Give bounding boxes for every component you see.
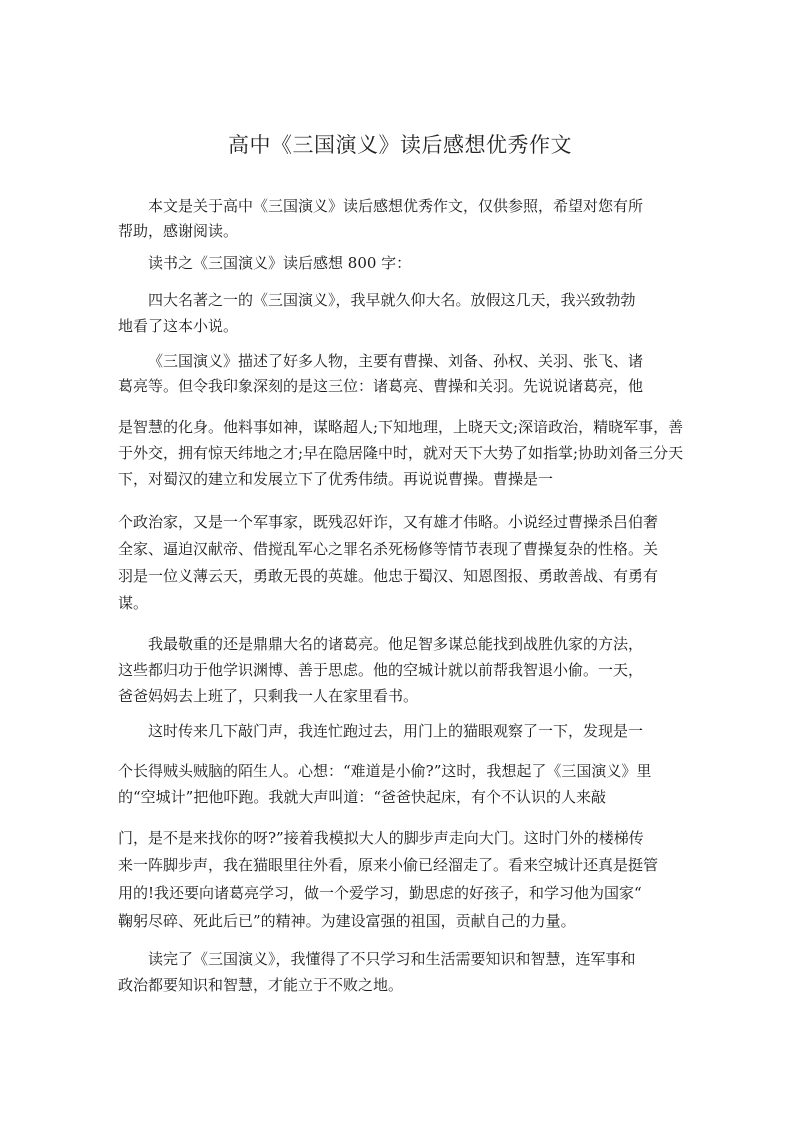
text-line: 读完了《三国演义》，我懂得了不只学习和生活需要知识和智慧，连军事和 [148, 950, 636, 968]
text-line: 政治都要知识和智慧，才能立于不败之地。 [118, 976, 404, 994]
text-line: 是智慧的化身。他料事如神，谋略超人;下知地理，上晓天文;深谙政治，精晓军事，善 [118, 418, 684, 436]
text-line: 我最敬重的还是鼎鼎大名的诸葛亮。他足智多谋总能找到战胜仇家的方法， [148, 635, 644, 653]
text-line: 鞠躬尽碎、死此后已”的精神。为建设富强的祖国，贡献自己的力量。 [118, 912, 576, 930]
text-line: 这些都归功于他学识渊博、善于思虑。他的空城计就以前帮我智退小偷。一天， [118, 661, 644, 679]
text-line: 《三国演义》描述了好多人物，主要有曹操、刘备、孙权、关羽、张飞、诸 [148, 352, 644, 370]
text-line: 下，对蜀汉的建立和发展立下了优秀伟绩。再说说曹操。曹操是一 [118, 470, 554, 488]
text-line: 帮助，感谢阅读。 [118, 222, 239, 240]
text-line: 谋。 [118, 594, 149, 612]
text-line: 本文是关于高中《三国演义》读后感想优秀作文，仅供参照，希望对您有所 [148, 197, 644, 215]
text-line: 个长得贼头贼脑的陌生人。心想：“难道是小偷?”这时，我想起了《三国演义》里 [118, 762, 652, 780]
text-line: 门，是不是来找你的呀?”接着我模拟大人的脚步声走向大门。这时门外的楼梯传 [118, 829, 644, 847]
text-line: 来一阵脚步声，我在猫眼里往外看，原来小偷已经溜走了。看来空城计还真是挺管 [118, 856, 659, 874]
text-line: 用的!我还要向诸葛亮学习，做一个爱学习，勤思虑的好孩子，和学习他为国家“ [118, 884, 642, 902]
text-line: 这时传来几下敲门声，我连忙跑过去，用门上的猫眼观察了一下，发现是一 [148, 722, 644, 740]
text-line: 个政治家，又是一个军事家，既残忍奸诈，又有雄才伟略。小说经过曹操杀吕伯奢 [118, 513, 659, 531]
text-line: 于外交，拥有惊天纬地之才;早在隐居隆中时，就对天下大势了如指掌;协助刘备三分天 [118, 444, 684, 462]
text-line: 爸爸妈妈去上班了，只剩我一人在家里看书。 [118, 687, 419, 705]
text-line: 的“空城计”把他吓跑。我就大声叫道：“爸爸快起床，有个不认识的人来敲 [118, 788, 607, 806]
text-line: 羽是一位义薄云天，勇敢无畏的英雄。他忠于蜀汉、知恩图报、勇敢善战、有勇有 [118, 567, 659, 585]
text-line: 葛亮等。但令我印象深刻的是这三位：诸葛亮、曹操和关羽。先说说诸葛亮，他 [118, 377, 644, 395]
text-line: 地看了这本小说。 [118, 317, 239, 335]
document-title: 高中《三国演义》读后感想优秀作文 [228, 133, 572, 157]
text-line: 全家、逼迫汉献帝、借搅乱军心之罪名杀死杨修等情节表现了曹操复杂的性格。关 [118, 540, 659, 558]
text-line: 读书之《三国演义》读后感想 800 字： [148, 254, 412, 272]
text-line: 四大名著之一的《三国演义》，我早就久仰大名。放假这几天，我兴致勃勃 [148, 291, 636, 309]
